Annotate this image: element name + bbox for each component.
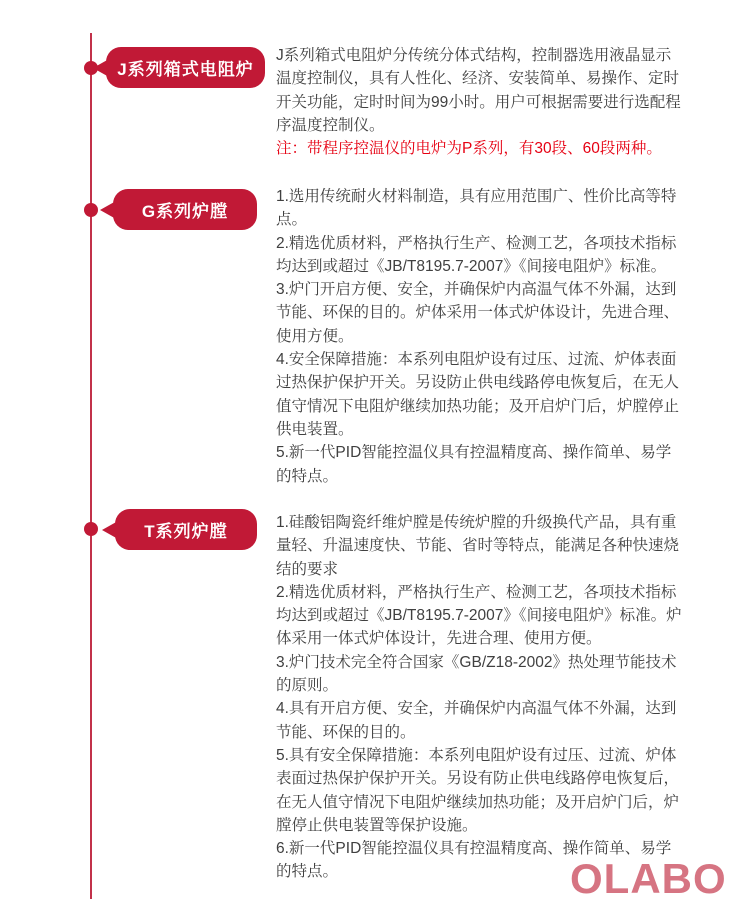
section-banner-label: G系列炉膛	[141, 202, 229, 221]
body-paragraph: 5.具有安全保障措施：本系列电阻炉设有过压、过流、炉体表面过热保护保护开关。另设有防止供电线路停电恢复后，在无人值守情况下电阻炉继续加热功能；及开启炉门后，炉膛停止供电装置等保护设施。	[276, 746, 680, 834]
body-paragraph: 6.新一代PID智能控温仪具有控温精度高、操作简单、易学的特点。	[276, 840, 672, 881]
timeline-dot-g-series	[84, 203, 98, 217]
section-banner-g-series	[113, 189, 257, 230]
note-paragraph: 注：带程序控温仪的电炉为P系列，有30段、60段两种。	[276, 140, 662, 158]
timeline-dot-t-series	[84, 522, 98, 536]
section-banner-t-series	[115, 509, 257, 550]
olabo-logo: OLABO	[570, 855, 727, 902]
body-paragraph: J系列箱式电阻炉分传统分体式结构，控制器选用液晶显示温度控制仪，具有人性化、经济、安装简单、易操作、定时开关功能，定时时间为99小时。用户可根据需要进行选配程序温度控制仪。	[276, 47, 681, 134]
section-content-j-series	[276, 44, 686, 160]
body-paragraph: 2.精选优质材料，严格执行生产、检测工艺，各项技术指标均达到或超过《JB/T8195.7-2007》《间接电阻炉》标准。炉体采用一体式炉体设计，先进合理、使用方便。	[276, 583, 682, 648]
section-banner-label: T系列炉膛	[144, 522, 228, 541]
body-paragraph: 5.新一代PID智能控温仪具有控温精度高、操作简单、易学的特点。	[276, 444, 672, 485]
body-paragraph: 1.硅酸铝陶瓷纤维炉膛是传统炉膛的升级换代产品，具有重量轻、升温速度快、节能、省时等特点，能满足各种快速烧结的要求	[276, 514, 680, 578]
timeline-line	[90, 33, 92, 899]
section-banner-label: J系列箱式电阻炉	[117, 60, 254, 79]
section-content-g-series	[276, 185, 686, 488]
body-paragraph: 2.精选优质材料，严格执行生产、检测工艺，各项技术指标均达到或超过《JB/T8195.7-2007》《间接电阻炉》标准。	[276, 234, 677, 275]
section-content-t-series	[276, 511, 686, 884]
body-paragraph: 4.安全保障措施：本系列电阻炉设有过压、过流、炉体表面过热保护保护开关。另设防止供电线路停电恢复后，在无人值守情况下电阻炉继续加热功能；及开启炉门后，炉膛停止供电装置。	[276, 351, 680, 438]
body-paragraph: 3.炉门开启方便、安全，并确保炉内高温气体不外漏，达到节能、环保的目的。炉体采用一体式炉体设计，先进合理、使用方便。	[276, 281, 680, 345]
body-paragraph: 3.炉门技术完全符合国家《GB/Z18-2002》热处理节能技术的原则。	[276, 653, 677, 695]
body-paragraph: 1.选用传统耐火材料制造，具有应用范围广、性价比高等特点。	[276, 188, 677, 229]
section-banner-j-series	[106, 47, 265, 88]
body-paragraph: 4.具有开启方便、安全，并确保炉内高温气体不外漏，达到节能、环保的目的。	[276, 700, 677, 741]
